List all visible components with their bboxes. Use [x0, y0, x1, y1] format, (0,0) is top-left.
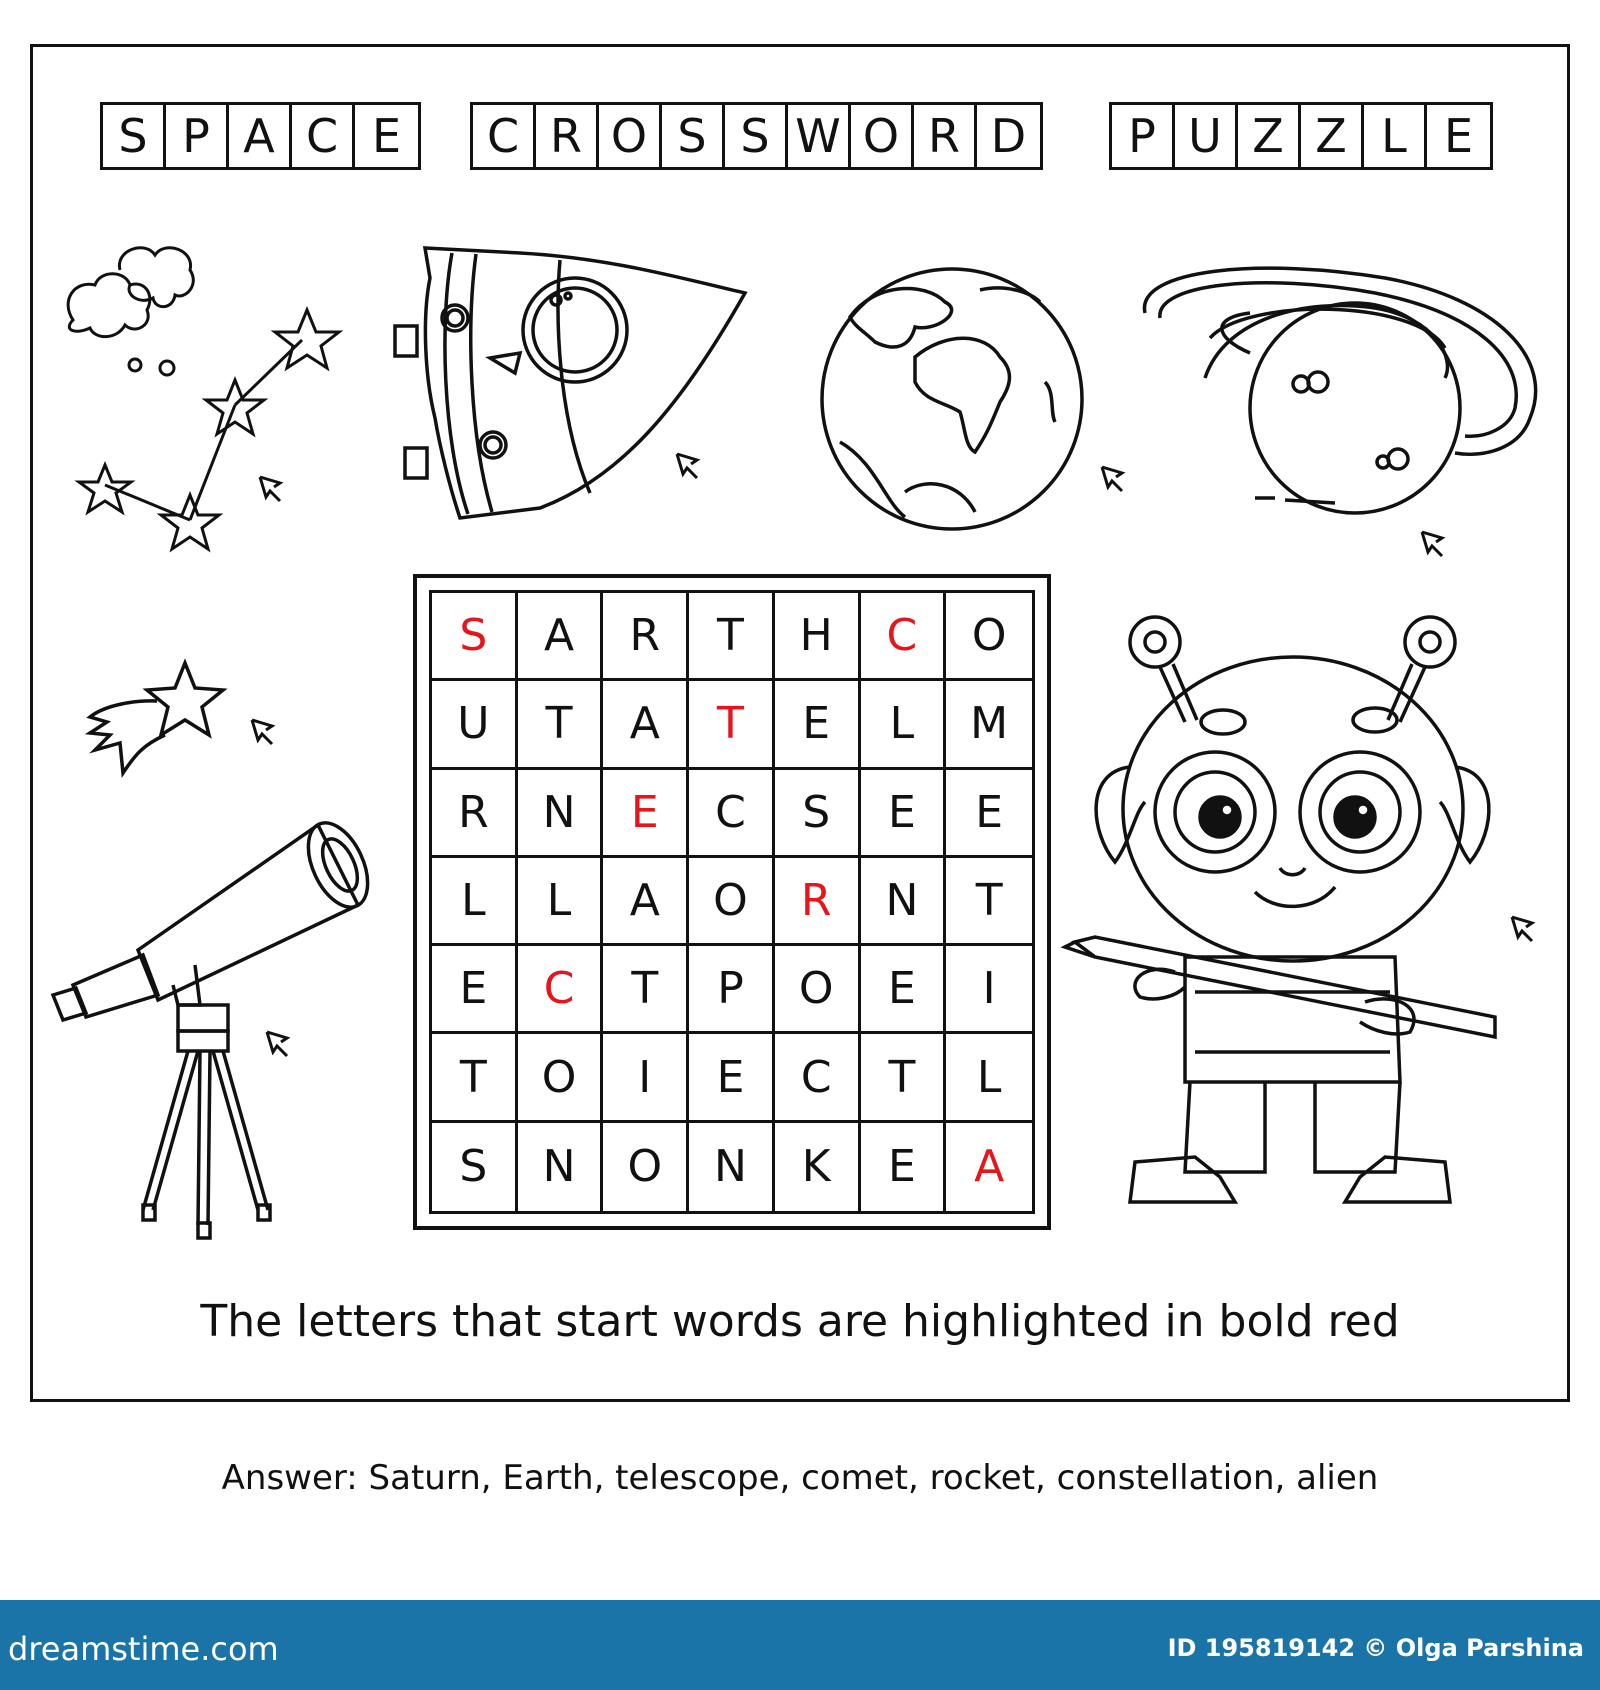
title-letter-box: Z [1238, 105, 1301, 167]
grid-cell[interactable]: L [946, 1034, 1032, 1122]
highlight-caption: The letters that start words are highlighted in bold red [200, 1296, 1400, 1347]
grid-cell[interactable]: R [432, 770, 518, 858]
title-letter-box: S [725, 105, 788, 167]
grid-cell[interactable]: T [946, 858, 1032, 946]
pointer-icon [1510, 915, 1550, 955]
grid-cell[interactable]: E [775, 681, 861, 769]
title-letter-box: C [292, 105, 355, 167]
grid-cell[interactable]: T [603, 946, 689, 1034]
grid-cell[interactable]: U [432, 681, 518, 769]
grid-cell[interactable]: T [689, 681, 775, 769]
grid-cell[interactable]: A [603, 858, 689, 946]
pointer-icon [1420, 530, 1460, 570]
grid-cell[interactable]: O [603, 1123, 689, 1211]
grid-cell[interactable]: I [603, 1034, 689, 1122]
answer-text: Answer: Saturn, Earth, telescope, comet, rocket, constellation, alien [221, 1458, 1379, 1498]
grid-cell[interactable]: E [946, 770, 1032, 858]
grid-cell[interactable]: T [518, 681, 604, 769]
pointer-icon [265, 1030, 305, 1070]
grid-cell[interactable]: R [775, 858, 861, 946]
title-letter-box: O [851, 105, 914, 167]
comet-illustration [85, 655, 235, 785]
grid-cell[interactable]: N [518, 1123, 604, 1211]
title-letter-box: R [536, 105, 599, 167]
title-letter-box: S [662, 105, 725, 167]
grid-cell[interactable]: O [946, 593, 1032, 681]
grid-cell[interactable]: S [432, 593, 518, 681]
grid-cell[interactable]: C [861, 593, 947, 681]
alien-illustration [1055, 612, 1555, 1224]
title-letter-box: R [914, 105, 977, 167]
grid-cell[interactable]: O [689, 858, 775, 946]
word-grid-cells [429, 590, 1035, 1214]
word-grid [413, 574, 1051, 1230]
title-letter-box: S [103, 105, 166, 167]
grid-cell[interactable]: A [974, 1141, 1005, 1193]
title-letter-box: D [990, 109, 1027, 163]
title-letter-box: A [229, 105, 292, 167]
grid-cell[interactable]: L [518, 858, 604, 946]
pointer-icon [675, 452, 715, 492]
grid-cell[interactable]: S [775, 770, 861, 858]
title-word-crossword [470, 102, 1043, 170]
title-letter-box: E [371, 109, 402, 163]
grid-cell[interactable]: T [689, 593, 775, 681]
grid-cell[interactable]: O [775, 946, 861, 1034]
title-letter-box: C [473, 105, 536, 167]
telescope-illustration [48, 805, 388, 1245]
grid-cell[interactable]: E [689, 1034, 775, 1122]
grid-cell[interactable]: I [946, 946, 1032, 1034]
title-word-puzzle [1109, 102, 1493, 170]
image-credit: ID 195819142 © Olga Parshina [1167, 1634, 1584, 1662]
grid-cell[interactable]: R [603, 593, 689, 681]
grid-cell[interactable]: E [432, 946, 518, 1034]
grid-cell[interactable]: N [518, 770, 604, 858]
grid-cell[interactable]: O [518, 1034, 604, 1122]
grid-cell[interactable]: L [861, 681, 947, 769]
grid-cell[interactable]: M [946, 681, 1032, 769]
grid-cell[interactable]: C [775, 1034, 861, 1122]
title-letter-box: P [1112, 105, 1175, 167]
grid-cell[interactable]: E [861, 770, 947, 858]
title-letter-box: E [1443, 109, 1474, 163]
grid-cell[interactable]: N [689, 1123, 775, 1211]
grid-cell[interactable]: C [518, 946, 604, 1034]
grid-cell[interactable]: A [603, 681, 689, 769]
dreamstime-logo[interactable]: dreamstime.com [8, 1630, 279, 1668]
grid-cell[interactable]: E [861, 946, 947, 1034]
pointer-icon [1100, 465, 1140, 505]
grid-cell[interactable]: E [603, 770, 689, 858]
grid-cell[interactable]: P [689, 946, 775, 1034]
constellation-illustration [55, 240, 355, 570]
grid-cell[interactable]: H [775, 593, 861, 681]
grid-cell[interactable]: T [432, 1034, 518, 1122]
footer-bar [0, 1600, 1600, 1690]
grid-cell[interactable]: C [689, 770, 775, 858]
saturn-illustration [1125, 258, 1545, 520]
puzzle-title [0, 102, 1600, 170]
grid-cell[interactable]: E [861, 1123, 947, 1211]
grid-cell[interactable]: K [775, 1123, 861, 1211]
title-letter-box: Z [1301, 105, 1364, 167]
pointer-icon [250, 718, 290, 758]
title-letter-box: O [599, 105, 662, 167]
title-letter-box: U [1175, 105, 1238, 167]
title-word-space [100, 102, 421, 170]
grid-cell[interactable]: N [861, 858, 947, 946]
grid-cell[interactable]: A [518, 593, 604, 681]
title-letter-box: W [788, 105, 851, 167]
grid-cell[interactable]: S [432, 1123, 518, 1211]
grid-cell[interactable]: T [861, 1034, 947, 1122]
pointer-icon [258, 475, 298, 515]
grid-cell[interactable]: L [432, 858, 518, 946]
earth-illustration [815, 262, 1091, 537]
title-letter-box: P [166, 105, 229, 167]
title-letter-box: L [1364, 105, 1427, 167]
